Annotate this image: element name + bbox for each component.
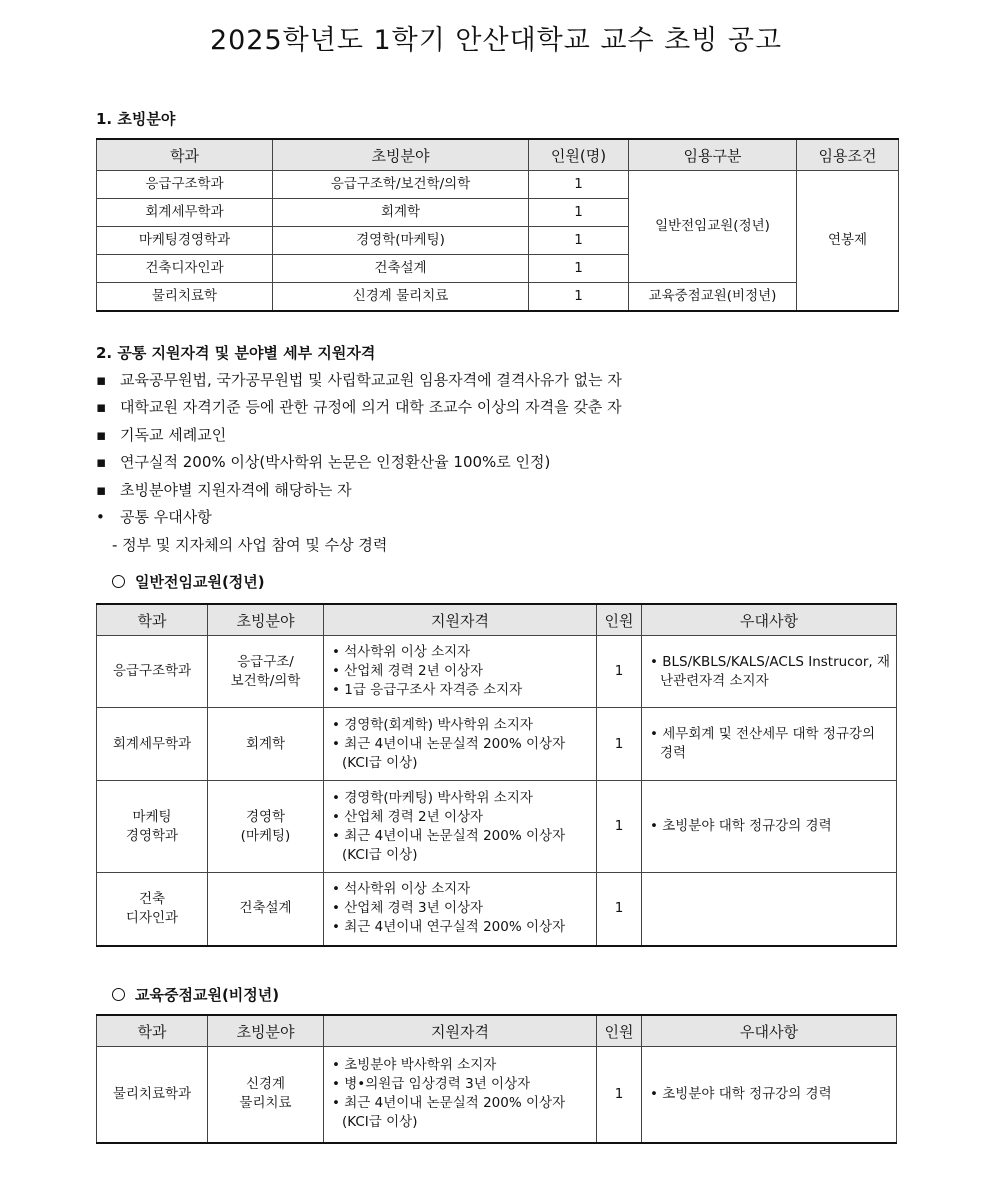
cell-field <box>208 708 324 781</box>
cell-count: 1 <box>529 171 629 199</box>
bullet-line <box>332 662 592 681</box>
dept-line: 건축 <box>138 890 166 907</box>
cell-quals <box>324 781 597 873</box>
cell-field <box>208 781 324 873</box>
cell-type-edu: 교육중점교원(비정년) <box>629 283 797 311</box>
quals-line: 최근 4년이내 논문실적 200% 이상자 (KCI급 이상) <box>342 735 566 771</box>
header-field: 초빙분야 <box>273 139 529 171</box>
dot-bullet-icon: • <box>650 818 663 834</box>
cell-pref <box>642 708 897 781</box>
header-quals: 지원자격 <box>324 1015 597 1047</box>
dot-bullet-icon: • <box>650 726 663 742</box>
dept-line: 물리치료학과 <box>112 1085 192 1102</box>
cell-field <box>208 873 324 946</box>
dot-bullet-icon: • <box>332 663 345 679</box>
cell-dept <box>97 1047 208 1143</box>
list-item-text: 교육공무원법, 국가공무원법 및 사립학교교원 임용자격에 결격사유가 없는 자 <box>120 371 622 389</box>
bullet-line <box>332 716 592 735</box>
dot-bullet-icon: • <box>332 808 345 825</box>
square-bullet-icon: ▪ <box>96 426 107 444</box>
pref-line: 초빙분야 대학 정규강의 경력 <box>662 1085 832 1102</box>
header-type: 임용구분 <box>629 139 797 171</box>
header-pref: 우대사항 <box>642 1015 897 1047</box>
dot-bullet-icon: • <box>332 1057 345 1074</box>
field-line: (마케팅) <box>240 827 291 844</box>
table-row <box>97 1047 897 1143</box>
list-item <box>96 396 622 417</box>
table-row <box>97 636 897 708</box>
header-dept: 학과 <box>97 139 273 171</box>
edu-heading <box>112 984 279 1005</box>
dot-bullet-icon: • <box>332 900 345 917</box>
table-header-row <box>97 1015 897 1047</box>
bullet-line <box>332 918 592 937</box>
quals-line: 산업체 경력 2년 이상자 <box>344 808 484 825</box>
cell-count: 1 <box>529 199 629 227</box>
dept-line: 응급구조학과 <box>112 663 192 679</box>
field-line: 신경계 <box>245 1076 286 1093</box>
cell-pref <box>642 781 897 873</box>
cell-dept: 회계세무학과 <box>97 199 273 227</box>
cell-condition: 연봉제 <box>797 171 899 311</box>
quals-line: 경영학(마케팅) 박사학위 소지자 <box>344 789 533 806</box>
header-count: 인원 <box>597 1015 642 1047</box>
cell-dept <box>97 708 208 781</box>
cell-pref <box>642 873 897 946</box>
regular-heading <box>112 571 265 592</box>
header-condition: 임용조건 <box>797 139 899 171</box>
cell-count: 1 <box>529 255 629 283</box>
dot-bullet-icon: • <box>650 653 663 670</box>
dot-bullet-icon: • <box>332 1095 345 1112</box>
cell-count: 1 <box>597 873 642 946</box>
square-bullet-icon: ▪ <box>96 371 107 389</box>
cell-count: 1 <box>597 1047 642 1143</box>
table-row <box>97 781 897 873</box>
quals-line: 최근 4년이내 논문실적 200% 이상자 (KCI급 이상) <box>342 1095 566 1131</box>
round-bullet-icon: • <box>96 508 105 526</box>
cell-count: 1 <box>529 283 629 311</box>
bullet-line <box>332 899 592 918</box>
pref-line: 세무회계 및 전산세무 대학 정규강의 경력 <box>660 726 876 761</box>
cell-field: 건축설계 <box>273 255 529 283</box>
quals-line: 병•의원급 임상경력 3년 이상자 <box>344 1076 531 1093</box>
cell-field <box>208 1047 324 1143</box>
dot-bullet-icon: • <box>332 716 345 733</box>
table-header-row <box>97 604 897 636</box>
quals-line: 최근 4년이내 논문실적 200% 이상자 (KCI급 이상) <box>342 827 566 863</box>
quals-line: 산업체 경력 2년 이상자 <box>344 663 484 679</box>
cell-dept: 건축디자인과 <box>97 255 273 283</box>
cell-quals <box>324 708 597 781</box>
dot-bullet-icon: • <box>332 789 345 806</box>
cell-field: 응급구조학/보건학/의학 <box>273 171 529 199</box>
cell-pref <box>642 1047 897 1143</box>
field-line: 경영학 <box>245 808 286 825</box>
edu-heading-text: 교육중점교원(비정년) <box>135 986 280 1004</box>
square-bullet-icon: ▪ <box>96 398 107 416</box>
bullet-line <box>332 735 592 773</box>
field-line: 건축설계 <box>239 900 292 917</box>
header-quals: 지원자격 <box>324 604 597 636</box>
list-item <box>96 451 550 472</box>
circle-bullet-icon <box>112 988 125 1001</box>
quals-line: 경영학(회계학) 박사학위 소지자 <box>344 716 533 733</box>
dot-bullet-icon: • <box>332 1076 345 1093</box>
cell-count: 1 <box>597 708 642 781</box>
list-item-text: 기독교 세례교인 <box>120 426 227 444</box>
field-line: 보건학/의학 <box>230 672 301 689</box>
list-item <box>96 424 226 445</box>
cell-count: 1 <box>597 781 642 873</box>
header-field: 초빙분야 <box>208 604 324 636</box>
section2-heading: 2. 공통 지원자격 및 분야별 세부 지원자격 <box>96 344 376 362</box>
list-item <box>96 369 622 390</box>
section1-heading: 1. 초빙분야 <box>96 110 176 128</box>
dept-line: 회계세무학과 <box>112 735 192 752</box>
quals-line: 1급 응급구조사 자격증 소지자 <box>344 682 523 698</box>
header-count: 인원 <box>597 604 642 636</box>
field-line: 회계학 <box>245 735 286 752</box>
header-field: 초빙분야 <box>208 1015 324 1047</box>
cell-field: 회계학 <box>273 199 529 227</box>
field-line: 물리치료 <box>239 1095 292 1112</box>
regular-qualifications-table <box>96 603 897 947</box>
table-row <box>97 283 899 311</box>
cell-field: 경영학(마케팅) <box>273 227 529 255</box>
header-pref: 우대사항 <box>642 604 897 636</box>
bullet-line <box>332 681 592 700</box>
dot-bullet-icon: • <box>650 1085 663 1102</box>
bullet-line <box>332 789 592 808</box>
cell-dept: 마케팅경영학과 <box>97 227 273 255</box>
cell-dept: 물리치료학 <box>97 283 273 311</box>
cell-quals <box>324 1047 597 1143</box>
bullet-line <box>332 827 592 865</box>
square-bullet-icon: ▪ <box>96 481 107 499</box>
cell-dept <box>97 781 208 873</box>
regular-heading-text: 일반전임교원(정년) <box>135 573 265 591</box>
edu-qualifications-table <box>96 1014 897 1144</box>
dot-bullet-icon: • <box>332 735 345 752</box>
cell-count: 1 <box>597 636 642 708</box>
cell-field <box>208 636 324 708</box>
list-item <box>96 479 352 500</box>
bullet-line <box>332 808 592 827</box>
cell-dept <box>97 873 208 946</box>
quals-line: 석사학위 이상 소지자 <box>344 644 471 660</box>
header-dept: 학과 <box>97 604 208 636</box>
dept-line: 마케팅 <box>132 808 172 825</box>
quals-line: 초빙분야 박사학위 소지자 <box>344 1057 497 1074</box>
cell-count: 1 <box>529 227 629 255</box>
bullet-line <box>650 817 892 836</box>
pref-line: BLS/KBLS/KALS/ACLS Instrucor, 재난관련자격 소지자 <box>660 653 891 689</box>
sub-list-item: - 정부 및 지자체의 사업 참여 및 수상 경력 <box>112 536 388 554</box>
field-line: 응급구조/ <box>237 653 294 670</box>
list-item <box>96 506 212 527</box>
table-row <box>97 873 897 946</box>
bullet-line <box>332 880 592 899</box>
cell-type-regular: 일반전임교원(정년) <box>629 171 797 283</box>
cell-quals <box>324 873 597 946</box>
quals-line: 석사학위 이상 소지자 <box>344 881 471 898</box>
circle-bullet-icon <box>112 575 125 588</box>
bullet-line <box>650 653 892 691</box>
header-count: 인원(명) <box>529 139 629 171</box>
square-bullet-icon: ▪ <box>96 453 107 471</box>
dot-bullet-icon: • <box>332 827 345 844</box>
page-title: 2025학년도 1학기 안산대학교 교수 초빙 공고 <box>209 25 783 56</box>
dept-line: 디자인과 <box>125 909 179 926</box>
table-row <box>97 708 897 781</box>
recruitment-fields-table <box>96 138 899 312</box>
list-item-text: 초빙분야별 지원자격에 해당하는 자 <box>120 481 352 499</box>
quals-line: 산업체 경력 3년 이상자 <box>344 900 484 917</box>
bullet-line <box>332 1075 592 1094</box>
header-dept: 학과 <box>97 1015 208 1047</box>
pref-line: 초빙분야 대학 정규강의 경력 <box>662 818 832 834</box>
cell-pref <box>642 636 897 708</box>
table-header-row <box>97 139 899 171</box>
dot-bullet-icon: • <box>332 919 345 936</box>
bullet-line <box>650 1085 892 1104</box>
cell-field: 신경계 물리치료 <box>273 283 529 311</box>
bullet-line <box>332 1094 592 1132</box>
table-row <box>97 171 899 199</box>
dot-bullet-icon: • <box>332 682 345 698</box>
list-item-text: 대학교원 자격기준 등에 관한 규정에 의거 대학 조교수 이상의 자격을 갖춘 자 <box>120 398 622 416</box>
cell-quals <box>324 636 597 708</box>
bullet-line <box>332 643 592 662</box>
dept-line: 경영학과 <box>125 827 179 844</box>
list-item-text: 공통 우대사항 <box>120 508 212 526</box>
bullet-line <box>650 725 892 763</box>
cell-dept <box>97 636 208 708</box>
list-item-text: 연구실적 200% 이상(박사학위 논문은 인정환산율 100%로 인정) <box>120 453 551 471</box>
bullet-line <box>332 1056 592 1075</box>
quals-line: 최근 4년이내 연구실적 200% 이상자 <box>344 919 566 936</box>
dot-bullet-icon: • <box>332 881 345 898</box>
dot-bullet-icon: • <box>332 644 345 660</box>
cell-dept: 응급구조학과 <box>97 171 273 199</box>
